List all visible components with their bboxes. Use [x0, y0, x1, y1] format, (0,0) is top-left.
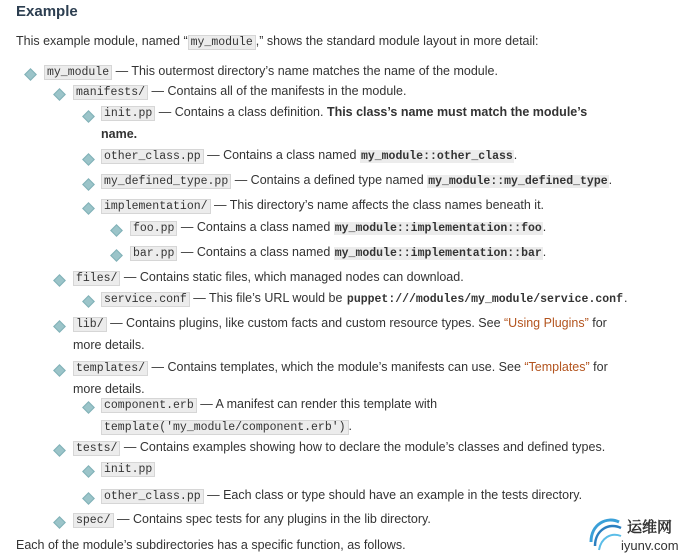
bullet-icon — [24, 68, 37, 81]
list-item-component-erb — [101, 394, 661, 438]
item-text-after: for — [589, 360, 608, 374]
bullet-icon — [82, 202, 95, 215]
list-item-files — [73, 267, 464, 289]
bullet-icon — [82, 178, 95, 191]
list-item-other-class — [101, 145, 517, 167]
item-text: — This outermost directory’s name matches the name of the module. — [112, 64, 498, 78]
file-code: foo.pp — [130, 221, 177, 236]
list-item-manifests — [73, 81, 406, 103]
file-code: other_class.pp — [101, 149, 204, 164]
bullet-icon — [53, 516, 66, 529]
item-text: — Contains a class definition. — [155, 105, 327, 119]
class-name-code: my_module::implementation::foo — [334, 222, 542, 235]
item-text: — This directory’s name affects the class names beneath it. — [210, 198, 545, 212]
item-text: — This file’s URL would be — [189, 291, 346, 305]
bullet-icon — [53, 274, 66, 287]
item-text: — Contains static files, which managed nodes can download. — [120, 270, 464, 284]
bullet-icon — [110, 249, 123, 262]
watermark-url: iyunv.com — [621, 538, 679, 553]
template-call-code: template('my_module/component.erb') — [101, 420, 349, 435]
watermark-logo — [585, 510, 685, 558]
intro-text-end: ,” shows the standard module layout in more detail: — [255, 34, 539, 48]
item-text: — Contains examples showing how to declare the module’s classes and defined types. — [120, 440, 606, 454]
watermark-cn: 运维网 — [627, 518, 673, 536]
section-heading: Example — [16, 3, 78, 20]
intro-text: This example module, named “ — [16, 34, 188, 48]
item-text: — Contains a defined type named — [231, 173, 428, 187]
footer-paragraph: Each of the module’s subdirectories has a specific function, as follows. — [16, 538, 406, 552]
period: . — [623, 291, 628, 305]
item-text-line2: more details. — [73, 382, 145, 396]
item-text-line2: more details. — [73, 338, 145, 352]
file-code: component.erb — [101, 398, 197, 413]
period: . — [608, 173, 613, 187]
intro-code: my_module — [188, 35, 256, 50]
class-name-code: my_module::other_class — [360, 150, 513, 163]
list-item-defined-type — [101, 170, 612, 192]
class-name-code: my_module::implementation::bar — [334, 247, 542, 260]
file-code: my_defined_type.pp — [101, 174, 231, 189]
list-item-foo — [130, 217, 546, 239]
period: . — [348, 419, 353, 433]
item-text: — Contains a class named — [177, 220, 334, 234]
templates-link[interactable]: “Templates” — [524, 360, 590, 374]
period: . — [542, 245, 547, 259]
bullet-icon — [82, 401, 95, 414]
dir-code: lib/ — [73, 317, 107, 332]
period: . — [513, 148, 518, 162]
dir-code: my_module — [44, 65, 112, 80]
cloud-logo-icon — [585, 512, 625, 556]
dir-code: templates/ — [73, 361, 148, 376]
list-item-lib — [73, 313, 673, 355]
bullet-icon — [82, 492, 95, 505]
bullet-icon — [82, 153, 95, 166]
using-plugins-link[interactable]: “Using Plugins” — [504, 316, 589, 330]
type-name-code: my_module::my_defined_type — [428, 175, 608, 188]
item-text: — Contains plugins, like custom facts and custom resource types. See — [106, 316, 505, 330]
bullet-icon — [53, 364, 66, 377]
item-text: — Contains all of the manifests in the module. — [148, 84, 407, 98]
item-text: — A manifest can render this template with — [196, 397, 438, 411]
list-item-tests-init — [101, 458, 155, 480]
list-item-tests — [73, 437, 605, 459]
list-item-bar — [130, 242, 546, 264]
file-code: bar.pp — [130, 246, 177, 261]
list-item-tests-other — [101, 485, 582, 507]
bullet-icon — [82, 110, 95, 123]
list-item-service-conf — [101, 288, 627, 310]
bullet-icon — [53, 88, 66, 101]
list-item-spec — [73, 509, 431, 531]
bullet-icon — [53, 444, 66, 457]
dir-code: tests/ — [73, 441, 120, 456]
intro-paragraph — [16, 34, 539, 49]
bullet-icon — [53, 320, 66, 333]
item-text: — Contains a class named — [177, 245, 334, 259]
list-item-root — [44, 61, 498, 83]
file-code: service.conf — [101, 292, 190, 307]
bullet-icon — [82, 295, 95, 308]
bullet-icon — [82, 465, 95, 478]
item-text: — Each class or type should have an example in the tests directory. — [203, 488, 583, 502]
item-text: — Contains templates, which the module’s manifests can use. See — [148, 360, 525, 374]
url-code: puppet:///modules/my_module/service.conf — [346, 293, 623, 306]
item-text: — Contains spec tests for any plugins in the lib directory. — [113, 512, 431, 526]
dir-code: implementation/ — [101, 199, 211, 214]
item-bold-text: This class’s name must match the module’s — [326, 105, 588, 119]
list-item-implementation — [101, 195, 544, 217]
item-text: — Contains a class named — [203, 148, 360, 162]
list-item-init-pp — [101, 102, 651, 144]
dir-code: spec/ — [73, 513, 114, 528]
dir-code: manifests/ — [73, 85, 148, 100]
bullet-icon — [110, 224, 123, 237]
file-code: init.pp — [101, 106, 155, 121]
file-code: init.pp — [101, 462, 155, 477]
item-text-after: for — [588, 316, 607, 330]
file-code: other_class.pp — [101, 489, 204, 504]
period: . — [542, 220, 547, 234]
dir-code: files/ — [73, 271, 120, 286]
item-bold-text-2: name. — [101, 127, 138, 141]
list-item-templates — [73, 357, 673, 399]
